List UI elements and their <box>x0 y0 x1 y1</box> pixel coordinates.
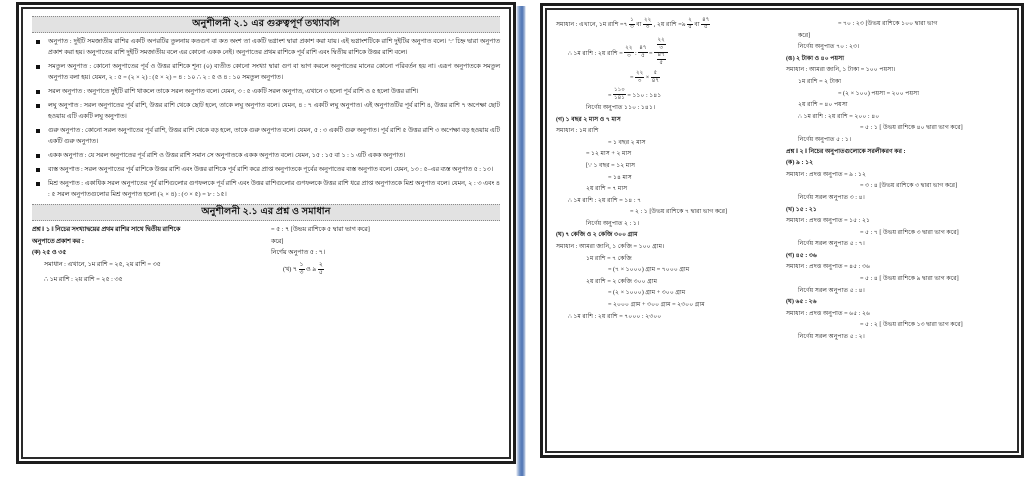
q2-part-gha-answer: নির্ণেয় সরল অনুপাত ৫ : ২। <box>797 333 865 341</box>
list-item <box>32 178 500 200</box>
list-item-text: সরল অনুপাত : অনুপাতে দুইটি রাশি থাকলে তাকে সরল অনুপাত বলে। যেমন, ৩ : ৫ একটি সরল অনুপাত, এখানে ৩ হলো পূর্ব রাশি ও ৫ হলো উত্তর রাশি। <box>48 88 419 95</box>
part-gha-second-quantity: ২য় রাশি = ২ কেজি ৩০০ গ্রাম <box>585 277 658 285</box>
list-item <box>32 150 500 161</box>
continuation-70-23: = ৭০ : ২৩ [উভয় রাশিকে ১০০ দ্বারা ভাগ <box>837 20 938 27</box>
part-uo-second-quantity: ২য় রাশি = ৪০ পয়সা <box>797 101 848 109</box>
part-uo-solution-line-1: সমাধান : আমরা জানি, ১ টাকা = ১০০ পয়সা। <box>785 66 896 74</box>
part-uo-label: (ঙ) ২ টাকা ও ৪০ পয়সা <box>785 54 844 62</box>
q2-part-ga-simplified: = ৫ : ৪ [ উভয় রাশিকে ৯ দ্বারা ভাগ করে] <box>859 275 959 283</box>
fraction-denominator: ১৪১ <box>613 94 625 101</box>
q2-part-kha-answer: নির্ণেয় সরল অনুপাত ৫ : ৭। <box>797 240 865 248</box>
multiplication-sign: × <box>645 74 650 82</box>
part-ga-note-year-months: [∵ ১ বছর = ১২ মাস <box>585 161 636 169</box>
q2-part-kha-simplified: = ৫ : ৭ [ উভয় রাশিকে ৩ দ্বারা ভাগ করে] <box>859 228 959 236</box>
list-item <box>32 125 500 147</box>
part-kha-conjunction: ও <box>306 265 311 273</box>
part-gha-second-grams-b: = ২০০০ গ্রাম + ৩০০ গ্রাম = ২৩০০ গ্রাম <box>607 301 705 309</box>
fraction-denominator: ৩ <box>627 52 631 59</box>
right-page-columns <box>556 15 1008 343</box>
part-ka-solution-line-2: ∴ ১ম রাশি : ২য় রাশি = ২৫ : ৩৫ <box>44 276 123 283</box>
part-ka-solution-line-1: সমাধান : এখানে, ১ম রাশি = ২৫, ২য় রাশি = ৩৫ <box>44 260 161 268</box>
question-1-line-b: অনুপাতে প্রকাশ কর : <box>32 237 84 245</box>
fraction-numerator: ১১০ <box>613 88 626 95</box>
ratio-equals: = <box>649 49 653 57</box>
final-fraction-line <box>556 89 778 102</box>
part-ga-ratio-line: ∴ ১ম রাশি : ২য় রাশি = ১৪ : ৭ <box>567 196 642 204</box>
fraction-denominator: ৫ <box>641 52 645 59</box>
q2-part-gha-simplified: = ৫ : ২ [ উভয় রাশিকে ১৩ দ্বারা ভাগ করে] <box>859 321 963 329</box>
q2-part-ga-label: (গ) ৪৫ : ৩৬ <box>785 251 817 259</box>
part-ga-solution-line-3: = ১২ মাস + ২ মাস <box>585 150 632 158</box>
square-bullet-icon <box>36 90 40 94</box>
slide-divider-scrollbar[interactable] <box>516 6 526 476</box>
right-page-right-column <box>786 18 1008 343</box>
part-gha-label: (ঘ) ৭ কেজি ও ২ কেজি ৩০০ গ্রাম <box>555 231 638 239</box>
complex-fraction <box>654 39 668 67</box>
square-bullet-icon <box>36 129 40 133</box>
slide-right[interactable] <box>540 3 1024 458</box>
fraction-numerator: ২ <box>318 261 323 268</box>
right-page-left-column <box>556 18 778 343</box>
square-bullet-icon <box>36 40 40 44</box>
answer-70-23: নির্ণেয় অনুপাত ৭০ : ২৩। <box>797 43 860 51</box>
mixed-2-whole: ৯ <box>681 20 686 28</box>
q2-part-kha-solution: সমাধান : প্রদত্ত অনুপাত = ১৫ : ২১ <box>785 217 871 225</box>
q2-part-gha-solution: সমাধান : প্রদত্ত অনুপাত = ৬৫ : ২৬ <box>785 309 871 317</box>
part-kha-whole-2: ৯ <box>312 265 317 273</box>
multiplication-equals: = <box>629 74 634 82</box>
continuation-kore: করে] <box>797 31 811 39</box>
answer-line-110-141: নির্ণেয় অনুপাত ১১০ : ১৪১। <box>585 103 656 111</box>
fraction-numerator: ১ <box>299 261 304 268</box>
list-item <box>32 164 500 175</box>
mixed-1-whole: ৭ <box>623 20 628 28</box>
fraction-numerator: ২২ <box>624 46 633 53</box>
slide-right-content <box>550 13 1014 448</box>
nested-fraction-top <box>657 38 666 51</box>
fraction-denominator: ৩ <box>637 77 642 84</box>
fraction-denominator: ৫ <box>688 24 692 31</box>
fraction-numerator: ২ <box>687 18 693 25</box>
fraction-denominator: ৩ <box>299 269 304 277</box>
multiplication-fraction-1 <box>635 71 644 84</box>
part-ka-solution-line-3: = ৫ : ৭ [উভয় রাশিকে ৫ দ্বারা ভাগ করে] <box>270 226 370 233</box>
fraction-numerator: ২২ <box>657 38 666 45</box>
fraction-denominator: ৫ <box>318 269 323 277</box>
important-info-list <box>32 36 500 200</box>
square-bullet-icon <box>36 65 40 69</box>
list-item-text: গুরু অনুপাত : কোনো সরল অনুপাতের পূর্ব রাশি, উত্তর রাশি থেকে বড় হলে, তাকে গুরু অনুপাত বলে। যেমন, ৫ : ৩ একটি গুরু অনুপাত। পূর্ব রাশি ৫ উত্তর রাশি ৩ অপেক্ষা বড় হওয়ায় এটি একটি গুরু অনুপাত। <box>48 127 500 145</box>
mixed-1-or: বা <box>636 20 642 28</box>
q2-part-ka-label: (ক) ৯ : ১২ <box>785 159 814 167</box>
final-ratio-tail: = ১১০ : ১৪১ <box>627 91 662 99</box>
part-uo-answer: নির্ণেয় অনুপাত ৫ : ১। <box>797 135 852 143</box>
slide-left-content <box>26 12 506 454</box>
qa-right-column <box>271 224 500 286</box>
fraction-denominator: ৩ <box>659 44 663 51</box>
ratio-fraction-1 <box>624 46 633 59</box>
part-uo-first-poisha: = (২ × ১০০) পয়সা = ২০০ পয়সা <box>837 89 919 97</box>
part-gha-first-grams: = (৭ × ১০০০) গ্রাম = ৭০০০ গ্রাম <box>607 266 690 274</box>
square-bullet-icon <box>36 104 40 108</box>
list-item <box>32 86 500 97</box>
improper-2-fraction <box>701 18 710 31</box>
final-equals: = <box>607 91 612 99</box>
list-item-text: মিশ্র অনুপাত : একাধিক সরল অনুপাতের পূর্ব রাশিগুলোর গুণফলকে পূর্ব রাশি এবং উত্তর রাশিগুলোর গুণফলকে উত্তর রাশি ধরে প্রাপ্ত অনুপাতকে মিশ্র অনুপাত বলে। যেমন, ২ : ৩ এবং ৪ : ৫ সরল অনুপাতগুলোর মিশ্র অনুপাত হলো (২ × ৪) : (৩ × ৫) = ৮ : ১৫। <box>48 180 500 198</box>
part-kha-fraction-2 <box>318 262 324 276</box>
part-ga-solution-line-2: = ১ বছর ২ মাস <box>607 138 646 146</box>
square-bullet-icon <box>36 154 40 158</box>
mixed-2-lead: , ২য় রাশি = <box>653 20 682 28</box>
q2-part-ga-solution: সমাধান : প্রদত্ত অনুপাত = ৪৫ : ৩৬ <box>785 263 871 271</box>
part-ga-solution-line-1: সমাধান : ১ম রাশি <box>555 127 599 135</box>
list-item <box>32 36 500 58</box>
fraction-denominator: ৩ <box>645 24 650 31</box>
section-heading-questions-solutions: অনুশীলনী ২.১ এর প্রশ্ন ও সমাধান <box>32 204 500 221</box>
multiplication-step-line <box>556 72 778 85</box>
square-bullet-icon <box>36 182 40 186</box>
list-item-text: অনুপাত : দুইটি সমজাতীয় রাশির একটি অপরটির তুলনায় কতগুণ বা কত অংশ তা একটি ভগ্নাংশ দ্বারা প্রকাশ করা যায়। এই ভগ্নাংশটিকে রাশি দুইটির অনুপাত বলে। ‘:’ চিহ্ন দ্বারা অনুপাত প্রকাশ করা হয়। অনুপাতের রাশি দুইটি সমজাতীয় বলে এর কোনো একক নেই। অনুপাতের প্রথম রাশিকে পূর্ব রাশি এবং দ্বিতীয় রাশিকে উত্তর রাশি বলে। <box>48 38 500 56</box>
list-item-text: একক অনুপাত : যে সরল অনুপাতের পূর্ব রাশি ও উত্তর রাশি সমান সে অনুপাতকে একক অনুপাত বলে। যেমন, ১৫ : ১৫ বা ১ : ১ এটি একক অনুপাত। <box>48 152 406 159</box>
part-ga-label: (গ) ১ বছর ২ মাস ও ৭ মাস <box>555 115 621 123</box>
final-fraction <box>613 88 626 101</box>
part-ga-second-quantity: ২য় রাশি = ৭ মাস <box>585 185 628 193</box>
part-kha-fraction-1 <box>299 262 305 276</box>
part-uo-ratio-line: ∴ ১ম রাশি : ২য় রাশি = ২০০ : ৪০ <box>797 112 880 120</box>
solution-mixed-fraction-line <box>556 18 778 31</box>
part-kha-whole-1: ৭ <box>292 265 297 273</box>
fraction-numerator: ৪৭ <box>638 46 647 53</box>
fraction-denominator: ৩ <box>630 24 634 31</box>
ratio-fraction-2 <box>638 46 647 59</box>
question-1-part-ka: (ক) ২৫ ও ৩৫ <box>32 249 67 256</box>
list-item-text: লঘু অনুপাত : সরল অনুপাতের পূর্ব রাশি, উত্তর রাশি থেকে ছোট হলে, তাকে লঘু অনুপাত বলে। যেমন, ৪ : ৭ একটি লঘু অনুপাত। এই অনুপাতটির পূর্ব রাশি ৪, উত্তর রাশি ৭ অপেক্ষা ছোট হওয়ায় এটি একটি লঘু অনুপাত। <box>48 102 500 120</box>
part-ka-continuation: করে] <box>270 237 284 245</box>
list-item <box>32 100 500 122</box>
part-ga-simplified: = ২ : ১ [উভয় রাশিকে ৭ দ্বারা ভাগ করে] <box>629 208 728 216</box>
square-bullet-icon <box>36 168 40 172</box>
complex-denominator <box>654 53 668 67</box>
part-gha-second-grams-a: = (২ × ১০০০) গ্রাম + ৩০০ গ্রাম <box>607 289 686 297</box>
part-gha-first-quantity: ১ম রাশি = ৭ কেজি <box>585 254 632 262</box>
q2-part-gha-label: (ঘ) ৬৫ : ২৬ <box>785 298 817 306</box>
fraction-denominator: ৫ <box>703 24 708 31</box>
fraction-numerator: ২২ <box>643 18 652 25</box>
question-2-heading: প্রশ্ন ‖ ২ ‖ নিচের অনুপাতগুলোকে সরলীকরণ কর : <box>785 147 906 155</box>
q2-part-kha-label: (খ) ১৫ : ২১ <box>785 205 817 213</box>
solution-label: সমাধান : এখানে, ১ম রাশি = <box>555 20 624 28</box>
fraction-numerator: ৫ <box>651 71 660 78</box>
ratio-label: ∴ ১ম রাশি : ২য় রাশি = <box>567 49 623 57</box>
part-uo-simplified: = ৫ : ১ [ উভয় রাশিকে ৪০ দ্বারা ভাগ করে] <box>859 124 963 132</box>
fraction-numerator: ১ <box>629 18 635 25</box>
fraction-numerator: ৪৭ <box>657 53 666 60</box>
section-heading-important-info: অনুশীলনী ২.১ এর গুরুত্বপূর্ণ তথ্যাবলি <box>32 16 500 33</box>
fraction-denominator: ৫ <box>659 59 663 66</box>
multiplication-fraction-2 <box>651 71 660 84</box>
part-ga-solution-line-4: = ১৪ মাস <box>607 173 632 181</box>
question-1-part-kha <box>271 263 500 277</box>
improper-1-fraction <box>643 18 652 31</box>
ratio-colon: : <box>635 49 637 57</box>
complex-numerator <box>654 39 668 54</box>
q2-part-ka-solution: সমাধান : প্রদত্ত অনুপাত = ৯ : ১২ <box>785 170 867 178</box>
question-answer-columns <box>32 224 500 286</box>
list-item-text: ব্যস্ত অনুপাত : সরল অনুপাতের পূর্ব রাশিকে উত্তর রাশি এবং উত্তর রাশিকে পূর্ব রাশি করে প্রাপ্ত অনুপাতকে পূর্বের অনুপাতের ব্যস্ত অনুপাত বলে। যেমন, ১৩ : ৫–এর ব্যস্ত অনুপাত ৫ : ১৩। <box>48 166 494 173</box>
part-kha-label: (খ) <box>282 265 292 273</box>
qa-left-column <box>32 224 261 286</box>
slide-left-inner-frame <box>21 7 511 459</box>
q2-part-ga-answer: নির্ণেয় সরল অনুপাত ৫ : ৪। <box>797 286 865 294</box>
list-item <box>32 61 500 83</box>
slide-right-inner-frame <box>545 8 1019 453</box>
mixed-2-or: বা <box>694 20 700 28</box>
mixed-1-fraction <box>629 18 635 31</box>
fraction-numerator: ২২ <box>635 71 644 78</box>
part-ga-answer: নির্ণেয় অনুপাত ২ : ১। <box>585 219 640 227</box>
question-1-line-a: প্রশ্ন ‖ ১ ‖ নিচের সংখ্যাদ্বয়ের প্রথম রাশির সাথে দ্বিতীয় রাশিকে <box>32 226 181 233</box>
mixed-2-fraction <box>687 18 693 31</box>
part-gha-solution-line-1: সমাধান : আমরা জানি, ১ কেজি = ১০০ গ্রাম। <box>555 243 665 251</box>
fraction-denominator: ৪৭ <box>651 77 659 84</box>
nested-fraction-bottom <box>657 53 666 66</box>
slide-left[interactable] <box>16 2 516 464</box>
part-gha-ratio-line: ∴ ১ম রাশি : ২য় রাশি = ৭০০০ : ২৩০০ <box>567 312 662 320</box>
list-item-text: সমতুল অনুপাত : কোনো অনুপাতের পূর্ব ও উত্তর রাশিকে শূন্য (০) ব্যতীত কোনো সংখ্যা দ্বারা গুণ বা ভাগ করলে অনুপাতের মানের কোনো পরিবর্তন হয় না। এরূপ অনুপাতকে সমতুল অনুপাত বলা হয়। যেমন, ২ : ৫ = (২ × ২) : (৫ × ২) = ৪ : ১০ ∴ ২ : ৫ ও ৪ : ১০ সমতুল অনুপাত। <box>48 63 500 81</box>
q2-part-ka-answer: নির্ণেয় সরল অনুপাত ৩ : ৪। <box>797 193 865 201</box>
part-uo-first-quantity: ১ম রাশি = ২ টাকা <box>797 77 842 85</box>
q2-part-ka-simplified: = ৩ : ৪ [উভয় রাশিকে ৩ দ্বারা ভাগ করে] <box>859 182 958 190</box>
fraction-numerator: ৪৭ <box>701 18 710 25</box>
part-ka-solution-line-4: নির্ণেয় অনুপাত ৫ : ৭। <box>270 249 326 256</box>
ratio-complex-fraction-line <box>556 39 778 67</box>
